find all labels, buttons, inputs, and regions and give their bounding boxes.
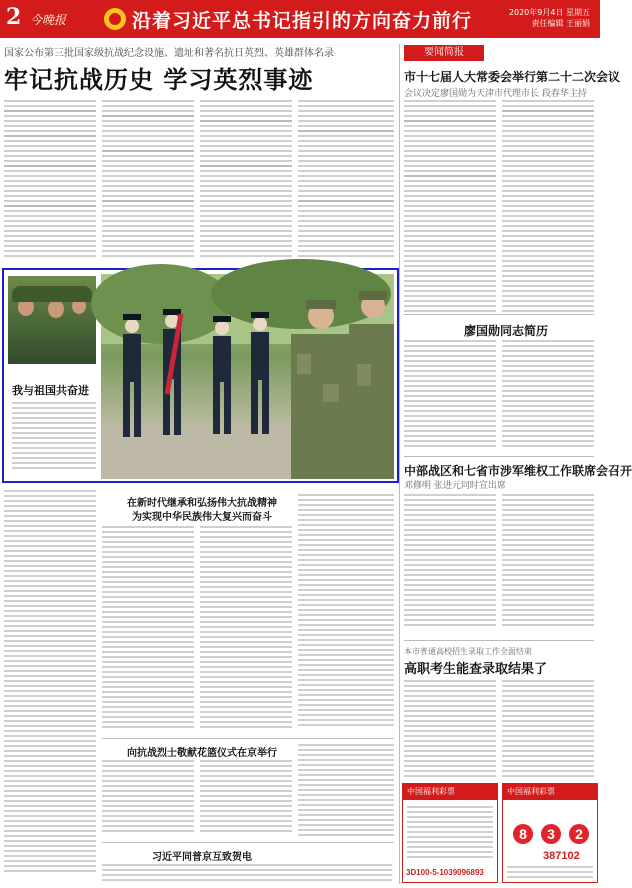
lottery-ad-right (502, 783, 598, 883)
right-story1-body-a (404, 100, 496, 315)
lottery-right-pool: 387102 (543, 850, 580, 862)
editor-line: 责任编辑 王丽娟 (531, 19, 590, 28)
article2-title: 向抗战烈士敬献花篮仪式在京举行 (127, 748, 277, 759)
lower-rule-2 (102, 842, 394, 843)
party-emblem-icon (104, 8, 126, 30)
masthead (0, 0, 600, 38)
right-story2-body-a (404, 340, 496, 450)
right-story4-title: 高职考生能查录取结果了 (404, 662, 548, 677)
lead-body-col4 (298, 100, 394, 260)
lottery-left-table (407, 806, 493, 862)
right-story2-body-b (502, 340, 594, 450)
right-story4-body-b (502, 680, 594, 780)
lead-headline: 牢记抗战历史 学习英烈事迹 (4, 65, 314, 94)
paper-name: 今晚报 (30, 13, 67, 27)
article1-col-a (102, 526, 194, 731)
right-rule-3 (404, 640, 594, 641)
right-rule-1 (404, 314, 594, 315)
lottery-right-brand: 中国福利彩票 (503, 784, 597, 800)
date-block (509, 7, 590, 29)
photo-caption-body (12, 402, 96, 472)
article3-title: 习近平同普京互致贺电 (152, 852, 252, 863)
lottery-left-brand: 中国福利彩票 (403, 784, 497, 800)
column-divider (399, 44, 400, 884)
article3-body (102, 864, 392, 884)
article1-title-line1: 在新时代继承和弘扬伟大抗战精神 (127, 498, 277, 509)
right-story1-body-b (502, 100, 594, 315)
right-story3-body-a (404, 494, 496, 629)
lead-body-col2 (102, 100, 194, 260)
article2-col-c (298, 744, 394, 839)
right-story3-sub: 邓修明 张进元同时宣出席 (404, 481, 506, 491)
news-brief-tag: 要闻简报 (404, 45, 484, 61)
article1-col-b (200, 526, 292, 731)
page-number: 2 (6, 4, 22, 30)
lower-rule-1 (102, 738, 394, 739)
right-story1-sub: 会议决定廖国勋为天津市代理市长 段春华主持 (404, 89, 587, 99)
photo-feature (2, 268, 399, 483)
article1-col-c (298, 494, 394, 729)
lead-body-col3 (200, 100, 292, 260)
article2-col-b (200, 760, 292, 835)
right-story4-kicker: 本市普通高校招生录取工作全面结束 (404, 647, 532, 656)
right-story3-title: 中部战区和七省市涉军维权工作联席会召开 (404, 464, 632, 478)
right-story2-title: 廖国勋同志简历 (464, 324, 549, 338)
issue-date: 2020年9月4日 星期五 (508, 8, 590, 17)
lottery-ad-left (402, 783, 498, 883)
right-story1-title: 市十七届人大常委会举行第二十二次会议 (404, 70, 621, 84)
lottery-left-prize: 3D100-5-1039096893 (406, 868, 484, 877)
right-story3-body-b (502, 494, 594, 629)
right-rule-2 (404, 456, 594, 457)
right-story4-body-a (404, 680, 496, 780)
lottery-ball-2: 3 (541, 824, 561, 844)
lead-body-col1 (4, 100, 96, 260)
marching-soldiers-illustration (101, 274, 394, 479)
honor-guard-photo (101, 274, 394, 479)
article1-title-line2: 为实现中华民族伟大复兴而奋斗 (132, 512, 272, 523)
masthead-slogan: 沿着习近平总书记指引的方向奋力前行 (132, 10, 473, 32)
lottery-ball-1: 8 (513, 824, 533, 844)
article2-col-a (102, 760, 194, 835)
photo-caption-title: 我与祖国共奋进 (12, 384, 89, 397)
lottery-ball-3: 2 (569, 824, 589, 844)
soldiers-portrait-photo (8, 276, 96, 364)
lottery-right-table (507, 866, 593, 881)
lower-col1 (4, 490, 96, 875)
lead-kicker: 国家公布第三批国家级抗战纪念设施、遗址和著名抗日英烈、英雄群体名录 (4, 48, 334, 59)
